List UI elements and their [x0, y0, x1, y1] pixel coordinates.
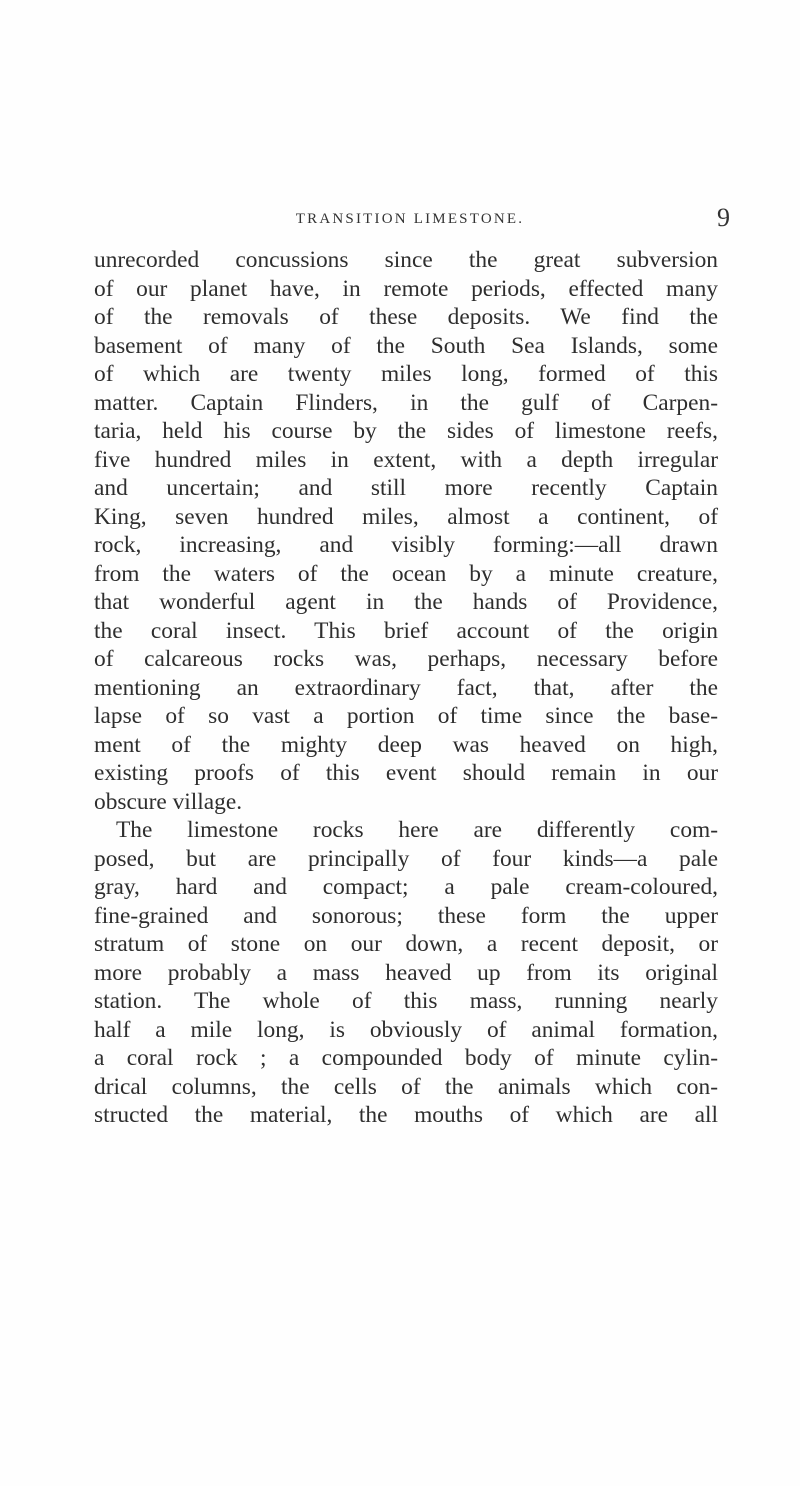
- text-line: the coral insect. This brief account of the origin: [94, 617, 718, 644]
- text-line: ment of the mighty deep was heaved on high,: [94, 731, 718, 758]
- text-line: and uncertain; and still more recently Captain: [94, 475, 718, 501]
- text-line: that wonderful agent in the hands of Providence,: [94, 589, 718, 615]
- text-line: of the removals of these deposits. We find the: [94, 304, 718, 330]
- text-line: of calcareous rocks was, perhaps, necessary before: [94, 646, 718, 672]
- text-line: matter. Captain Flinders, in the gulf of Carpen-: [94, 389, 718, 416]
- running-title: TRANSITION LIMESTONE.: [295, 211, 525, 227]
- text-line: taria, held his course by the sides of limestone reefs,: [94, 418, 718, 444]
- text-line: a coral rock ; a compounded body of minute cylin-: [94, 1045, 718, 1071]
- page-number: 9: [717, 203, 730, 232]
- body-text: [94, 246, 718, 1130]
- text-line: five hundred miles in extent, with a depth irregular: [94, 446, 718, 473]
- text-line: gray, hard and compact; a pale cream-coloured,: [94, 874, 718, 900]
- text-line: posed, but are principally of four kinds—a pale: [94, 845, 718, 872]
- text-line: unrecorded concussions since the great subversion: [94, 247, 718, 273]
- text-line: of which are twenty miles long, formed of this: [94, 361, 718, 387]
- text-line: mentioning an extraordinary fact, that, after the: [94, 674, 718, 701]
- text-line: basement of many of the South Sea Islands, some: [94, 332, 718, 359]
- text-line: station. The whole of this mass, running nearly: [94, 988, 718, 1014]
- text-line: stratum of stone on our down, a recent deposit, or: [94, 931, 718, 957]
- text-line: The limestone rocks here are differently com-: [116, 817, 718, 843]
- text-line: lapse of so vast a portion of time since the base-: [94, 703, 718, 729]
- text-line: obscure village.: [94, 788, 243, 815]
- text-line: drical columns, the cells of the animals which con-: [94, 1073, 718, 1100]
- text-line: more probably a mass heaved up from its original: [94, 959, 718, 986]
- text-line: rock, increasing, and visibly forming:—all drawn: [94, 532, 718, 558]
- text-line: from the waters of the ocean by a minute creature,: [94, 560, 718, 587]
- running-head: [90, 203, 730, 237]
- text-line: structed the material, the mouths of which are all: [94, 1102, 718, 1128]
- text-line: of our planet have, in remote periods, effected many: [94, 275, 718, 302]
- text-line: half a mile long, is obviously of animal formation,: [94, 1016, 718, 1043]
- text-line: King, seven hundred miles, almost a continent, of: [94, 503, 718, 530]
- text-line: existing proofs of this event should remain in our: [94, 760, 718, 786]
- text-line: fine-grained and sonorous; these form the upper: [94, 902, 718, 929]
